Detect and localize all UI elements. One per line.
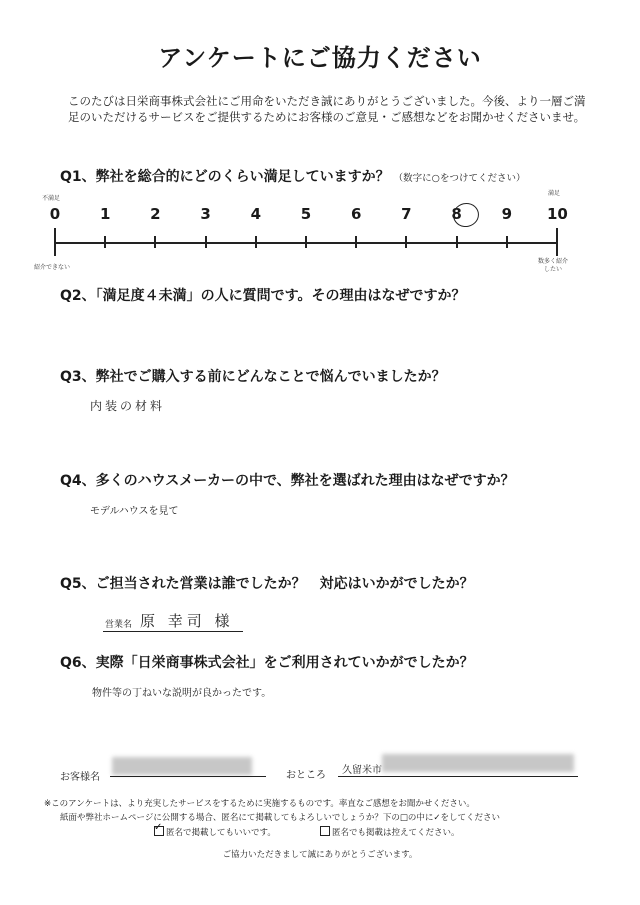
scale-tick [355, 236, 357, 248]
scale-tick [154, 236, 156, 248]
thanks-text: ご協力いただきまして誠にありがとうございます。 [222, 850, 418, 860]
satisfaction-scale-numbers [0, 205, 640, 225]
rep-label: 営業名 [105, 620, 133, 630]
scale-number-1[interactable]: 1 [99, 205, 111, 223]
scale-number-7[interactable]: 7 [401, 205, 412, 223]
rep-name: 原 幸司 様 [140, 612, 234, 630]
question-4: Q4、多くのハウスメーカーの中で、弊社を選ばれた理由はなぜですか？ [60, 473, 515, 489]
question-6-answer: 物件等の丁ねいな説明が良かったです。 [92, 688, 272, 699]
question-1 [60, 166, 525, 186]
scale-number-4[interactable]: 4 [250, 205, 262, 223]
question-3: Q3、弊社でご購入する前にどんなことで悩んでいましたか？ [60, 369, 446, 385]
question-2: Q2、「満足度４未満」の人に質問です。その理由はなぜですか？ [60, 288, 466, 304]
question-6: Q6、実際「日栄商事株式会社」をご利用されていかがでしたか？ [60, 655, 474, 671]
customer-name-label: お客様名 [60, 772, 100, 783]
scale-tick [456, 236, 458, 248]
option-anonymous-ok-label: 匿名で掲載してもいいです。 [166, 828, 276, 838]
address-line [338, 776, 578, 777]
page-title: アンケートにご協力ください [158, 44, 482, 72]
scale-left-top-label: 不満足 [42, 195, 61, 202]
scale-number-6[interactable]: 6 [350, 205, 362, 223]
scale-left-bottom-label: 紹介できない [34, 264, 71, 271]
scale-tick [205, 236, 207, 248]
question-5: Q5、ご担当された営業は誰でしたか？ 対応はいかがでしたか？ [60, 576, 474, 592]
question-1-label: Q1、弊社を総合的にどのくらい満足していますか？ [60, 169, 390, 185]
scale-number-5[interactable]: 5 [300, 205, 312, 223]
question-4-answer: モデルハウスを見て [90, 506, 179, 517]
address-redacted [382, 754, 574, 772]
scale-right-bottom-label: 数多く紹介したい [538, 258, 569, 273]
address-city: 久留米市 [342, 765, 382, 776]
scale-number-0[interactable]: 0 [49, 205, 61, 223]
scale-ticks [0, 228, 640, 258]
scale-tick [305, 236, 307, 248]
checkbox-anonymous-ok[interactable] [154, 826, 164, 836]
address-label: おところ [286, 770, 326, 781]
scale-tick [506, 236, 508, 248]
rep-underline [103, 631, 243, 632]
intro-text: このたびは日栄商事株式会社にご用命をいただき誠にありがとうございました。今後、より一層ご満足のいただけるサービスをご提供するためにお客様のご意見・ご感想などをお聞かせくださいませ。 [68, 94, 586, 124]
scale-tick [405, 236, 407, 248]
scale-tick [104, 236, 106, 248]
scale-number-9[interactable]: 9 [501, 205, 513, 223]
footer-note-2: 紙面や弊社ホームページに公開する場合、匿名にて掲載してもよろしいでしょうか？下の□の中に✓をしてください [60, 813, 500, 823]
scale-tick [556, 228, 558, 256]
option-no-publish[interactable] [320, 826, 460, 838]
scale-right-top-label: 満足 [548, 190, 561, 197]
scale-number-8[interactable]: 8 [451, 205, 462, 223]
scale-number-3[interactable]: 3 [200, 205, 211, 223]
option-no-publish-label: 匿名でも掲載は控えてください。 [332, 828, 460, 838]
customer-name-line [110, 776, 266, 777]
scale-number-10[interactable]: 10 [547, 205, 568, 223]
option-anonymous-ok[interactable] [154, 826, 276, 838]
question-1-hint: （数字に○をつけてください） [393, 173, 526, 184]
scale-tick [255, 236, 257, 248]
customer-name-redacted [112, 757, 252, 775]
scale-tick [54, 228, 56, 256]
scale-number-2[interactable]: 2 [150, 205, 161, 223]
footer-note-1: ※このアンケートは、より充実したサービスをするために実施するものです。率直なご感想をお聞かせください。 [44, 799, 475, 809]
checkbox-no-publish[interactable] [320, 826, 330, 836]
question-3-answer: 内装の材料 [90, 399, 166, 413]
